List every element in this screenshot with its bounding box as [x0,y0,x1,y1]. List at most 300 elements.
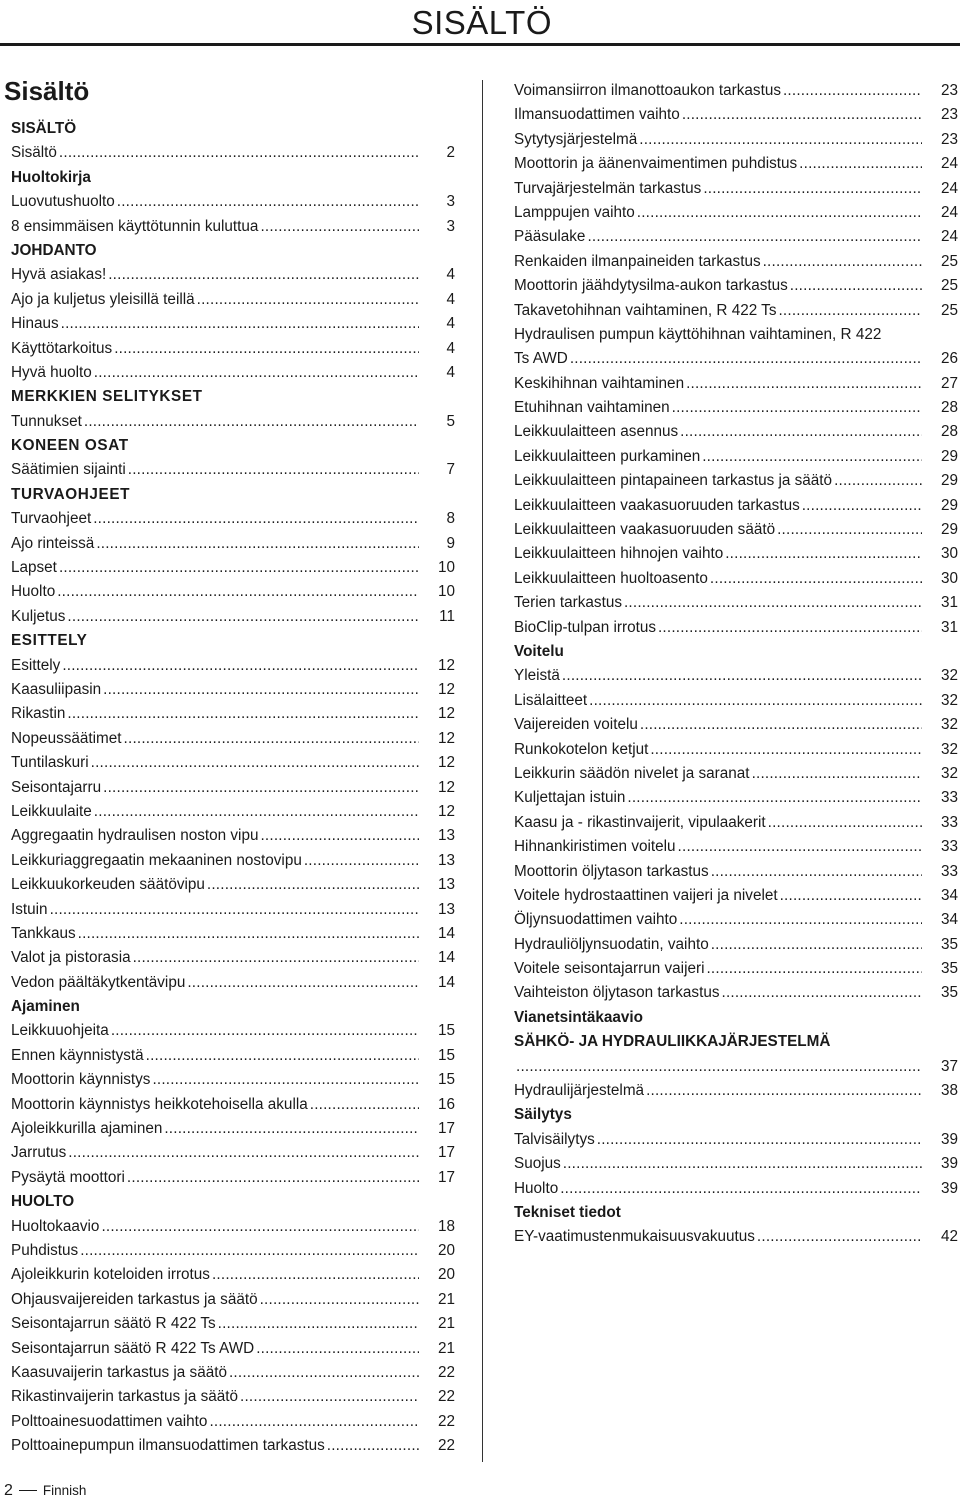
toc-page-number: 12 [437,729,455,747]
toc-entry-label: Leikkuuohjeita [11,1022,109,1040]
toc-page-number: 13 [437,876,455,894]
toc-entry[interactable] [514,445,958,469]
toc-section-heading [11,995,455,1019]
toc-dot-leader [637,128,922,152]
toc-entry-label: Terien tarkastus [514,594,622,612]
toc-page-number: 22 [437,1363,455,1381]
toc-heading-label: Huoltokirja [11,168,91,186]
toc-entry-label: Kuljetus [11,607,66,625]
toc-entry-label: Ilmansuodattimen vaihto [514,106,680,124]
toc-page-number: 12 [437,778,455,796]
toc-page-number: 8 [446,510,455,528]
toc-entry-label: Pysäytä moottori [11,1168,125,1186]
toc-entry-label: Istuin [11,900,48,918]
toc-entry[interactable] [11,824,455,848]
toc-entry[interactable] [514,225,958,249]
toc-entry[interactable] [514,908,958,932]
toc-entry-label: Moottorin öljytason tarkastus [514,862,709,880]
toc-page-number: 21 [437,1339,455,1357]
toc-entry[interactable] [514,201,958,225]
toc-entry[interactable] [514,323,958,347]
toc-page-number: 25 [940,252,958,270]
toc-dot-leader [622,591,922,615]
toc-heading-label: TURVAOHJEET [11,485,131,503]
toc-page-number: 23 [940,106,958,124]
toc-heading-label: Säilytys [514,1106,572,1124]
toc-entry-label: Moottorin käynnistys [11,1071,151,1089]
toc-entry[interactable] [514,274,958,298]
toc-dot-leader [210,1263,419,1287]
toc-entry-label: Tunnukset [11,412,82,430]
toc-entry-label: Vedon päältäkytkentävipu [11,973,186,991]
toc-entry-label: Ts AWD [514,350,568,368]
toc-page-number: 27 [940,374,958,392]
toc-page-number: 10 [437,559,455,577]
toc-page-number: 32 [940,716,958,734]
toc-entry[interactable] [514,79,958,103]
toc-entry[interactable] [11,263,455,287]
toc-entry-label: Hihnankiristimen voitelu [514,838,676,856]
toc-dot-leader [122,727,419,751]
toc-page-number: 24 [940,155,958,173]
toc-entry[interactable] [11,141,455,165]
toc-dot-leader [91,507,419,531]
toc-entry-label: Kuljettajan istuin [514,789,626,807]
toc-entry-label: Jarrutus [11,1144,67,1162]
toc-page-number: 11 [439,607,455,625]
toc-page-number: 34 [940,911,958,929]
toc-page-number: 33 [940,838,958,856]
toc-entry[interactable] [11,190,455,214]
toc-dot-leader [125,1166,419,1190]
toc-page-number: 7 [446,461,455,479]
toc-heading-label: Vianetsintäkaavio [514,1008,643,1026]
toc-dot-leader [302,849,419,873]
toc-entry-label: Puhdistus [11,1241,79,1259]
toc-dot-leader [258,1288,419,1312]
toc-entry[interactable] [11,971,455,995]
toc-entry-label: Voitele hydrostaattinen vaijeri ja nivelet [514,886,778,904]
toc-entry[interactable] [11,1166,455,1190]
toc-entry-label: Renkaiden ilmanpaineiden tarkastus [514,252,761,270]
toc-entry-label: Ajoleikkurilla ajaminen [11,1120,163,1138]
toc-entry-label: Öljynsuodattimen vaihto [514,911,678,929]
toc-dot-leader [126,458,419,482]
toc-entry[interactable] [11,605,455,629]
toc-page-number: 35 [940,935,958,953]
toc-dot-leader [89,751,419,775]
toc-page-number: 16 [437,1095,455,1113]
toc-dot-leader [106,263,419,287]
toc-page-number: 34 [940,886,958,904]
toc-entry[interactable] [514,1225,958,1249]
toc-page-number: 29 [940,521,958,539]
toc-dot-leader [101,776,419,800]
toc-page-number: 4 [446,339,455,357]
toc-entry-label: Hydrauliöljynsuodatin, vaihto [514,935,709,953]
toc-entry-label: Ajo rinteissä [11,534,95,552]
toc-entry[interactable] [11,776,455,800]
toc-dot-leader [205,873,419,897]
toc-entry[interactable] [514,860,958,884]
toc-entry[interactable] [514,494,958,518]
toc-heading-label: MERKKIEN SELITYKSET [11,388,203,406]
toc-entry[interactable] [11,215,455,239]
toc-page-number: 14 [437,973,455,991]
toc-entry[interactable] [11,532,455,556]
toc-page-number: 33 [940,862,958,880]
toc-entry[interactable] [11,1361,455,1385]
toc-dot-leader [761,250,922,274]
toc-page-number: 17 [437,1120,455,1138]
toc-page-number: 32 [940,691,958,709]
toc-page-number: 33 [940,789,958,807]
toc-dot-leader [677,908,922,932]
toc-entry[interactable] [11,946,455,970]
toc-dot-leader [55,580,419,604]
toc-entry[interactable] [514,347,958,371]
toc-dot-leader [162,1117,419,1141]
toc-entry[interactable] [514,128,958,152]
toc-entry[interactable] [514,250,958,274]
toc-entry-label: Huoltokaavio [11,1217,100,1235]
toc-dot-leader [112,337,419,361]
toc-entry[interactable] [514,616,958,640]
toc-entry[interactable] [11,654,455,678]
toc-entry-label: Moottorin käynnistys heikkotehoisella akulla [11,1095,308,1113]
toc-entry[interactable] [11,1068,455,1092]
toc-entry[interactable] [514,420,958,444]
toc-page-number: 9 [446,534,455,552]
toc-entry[interactable] [514,591,958,615]
toc-entry[interactable] [514,469,958,493]
toc-page-number: 32 [940,740,958,758]
toc-page-number: 31 [940,594,958,612]
column-divider [482,80,483,1462]
toc-entry[interactable] [514,957,958,981]
toc-heading-label: Voitelu [514,642,564,660]
toc-page-number: 29 [940,472,958,490]
toc-page-number: 23 [940,82,958,99]
toc-entry[interactable] [514,811,958,835]
toc-entry-label: Talvisäilytys [514,1130,595,1148]
toc-entry[interactable] [11,1239,455,1263]
toc-entry[interactable] [514,299,958,323]
toc-entry[interactable] [514,567,958,591]
footer-dash [19,1490,37,1491]
toc-dot-leader [635,201,922,225]
toc-section-heading [514,1201,958,1225]
toc-dot-leader [750,762,922,786]
toc-entry-label: Nopeussäätimet [11,729,122,747]
toc-section-heading [11,434,455,458]
toc-page-number: 20 [437,1241,455,1259]
toc-entry-label: Rikastinvaijerin tarkastus ja säätö [11,1388,239,1406]
toc-entry-label: Turvaohjeet [11,510,92,528]
toc-entry-label: Säätimien sijainti [11,461,126,479]
toc-dot-leader [514,1055,922,1079]
toc-entry-label: Huolto [514,1179,559,1197]
toc-entry[interactable] [514,1079,958,1103]
toc-page-number: 35 [940,960,958,978]
toc-page-number: 35 [940,984,958,1002]
toc-page-number: 22 [437,1412,455,1430]
toc-dot-leader [92,361,419,385]
toc-entry[interactable] [514,396,958,420]
page-footer [4,1481,86,1501]
toc-dot-leader [254,1337,419,1361]
toc-dot-leader [670,396,922,420]
toc-entry[interactable] [11,1215,455,1239]
toc-entry[interactable] [11,1410,455,1434]
toc-right-column [514,79,958,1250]
toc-page-number: 5 [446,412,455,430]
toc-page-number: 15 [437,1022,455,1040]
toc-entry-label: Sytytysjärjestelmä [514,130,638,148]
toc-entry[interactable] [11,312,455,336]
toc-entry[interactable] [514,1152,958,1176]
toc-entry-label: Ajo ja kuljetus yleisillä teillä [11,290,195,308]
toc-dot-leader [76,922,419,946]
toc-dot-leader [59,312,419,336]
toc-dot-leader [709,933,922,957]
toc-entry[interactable] [514,738,958,762]
toc-dot-leader [625,786,922,810]
toc-heading-label: KONEEN OSAT [11,437,129,455]
toc-entry[interactable] [514,1177,958,1201]
toc-entry[interactable] [11,751,455,775]
toc-dot-leader [207,1410,419,1434]
toc-entry[interactable] [514,518,958,542]
toc-dot-leader [78,1239,419,1263]
toc-entry[interactable] [11,922,455,946]
toc-dot-leader [797,152,922,176]
toc-entry[interactable] [514,1128,958,1152]
toc-entry[interactable] [11,1093,455,1117]
toc-entry[interactable] [11,873,455,897]
toc-entry-label: Sisältö [11,144,57,162]
toc-dot-leader [561,1152,922,1176]
toc-entry-label: Leikkuulaitteen huoltoasento [514,569,708,587]
toc-page-number: 32 [940,667,958,685]
toc-entry-label: Polttoainepumpun ilmansuodattimen tarkastus [11,1437,325,1455]
toc-dot-leader [144,1044,419,1068]
toc-entry[interactable] [11,410,455,434]
toc-page-number: 12 [437,802,455,820]
toc-entry[interactable] [514,689,958,713]
toc-entry-label: Valot ja pistorasia [11,949,131,967]
toc-entry-label: Luovutushuolto [11,193,115,211]
toc-page-number: 18 [437,1217,455,1235]
toc-dot-leader [94,532,419,556]
page-heading: Sisältö [4,76,90,106]
toc-entry[interactable] [514,835,958,859]
toc-entry[interactable] [11,458,455,482]
toc-entry-label: Leikkurin säädön nivelet ja saranat [514,764,750,782]
toc-entry-label: Hydraulijärjestelmä [514,1082,645,1100]
toc-entry[interactable] [11,556,455,580]
toc-dot-leader [238,1385,419,1409]
toc-entry-label: Leikkuulaitteen asennus [514,423,679,441]
toc-entry-label: Hydraulisen pumpun käyttöhihnan vaihtaminen, R 422 [514,325,882,343]
toc-page-number: 12 [437,705,455,723]
toc-page-number: 12 [437,680,455,698]
toc-entry[interactable] [11,727,455,751]
toc-entry-label: Leikkuulaitteen hihnojen vaihto [514,545,724,563]
toc-section-heading [11,117,455,141]
toc-entry[interactable] [11,1337,455,1361]
toc-dot-leader [656,616,922,640]
toc-entry-label: Ohjausvaijereiden tarkastus ja säätö [11,1290,258,1308]
toc-page-number: 15 [437,1071,455,1089]
toc-entry[interactable] [11,288,455,312]
toc-section-heading [514,640,958,664]
toc-dot-leader [325,1434,419,1458]
toc-entry[interactable] [514,664,958,688]
toc-dot-leader [48,898,419,922]
toc-dot-leader [704,957,922,981]
toc-entry[interactable] [514,713,958,737]
toc-section-heading [11,1190,455,1214]
toc-entry-label: Rikastin [11,705,66,723]
toc-page-number: 22 [437,1388,455,1406]
toc-entry[interactable] [11,1434,455,1458]
toc-entry-label: Keskihihnan vaihtaminen [514,374,685,392]
toc-heading-label: SISÄLTÖ [11,120,77,137]
toc-page-number: 42 [940,1228,958,1246]
toc-dot-leader [115,190,419,214]
toc-left-column [11,117,455,1458]
toc-page-number: 21 [437,1290,455,1308]
toc-entry-label: Kaasuvaijerin tarkastus ja säätö [11,1363,227,1381]
toc-heading-label: JOHDANTO [11,241,97,259]
toc-page-number: 25 [940,301,958,319]
toc-page-number: 32 [940,764,958,782]
toc-page-number: 31 [940,618,958,636]
toc-page-number: 12 [437,754,455,772]
toc-entry-label: Leikkuulaitteen purkaminen [514,447,701,465]
toc-entry[interactable] [11,678,455,702]
toc-dot-leader [700,445,922,469]
toc-entry[interactable] [11,1263,455,1287]
toc-entry[interactable] [514,786,958,810]
toc-entry[interactable] [514,372,958,396]
toc-entry[interactable] [514,103,958,127]
toc-entry[interactable] [514,981,958,1005]
toc-entry-label: Leikkuulaitteen pintapaineen tarkastus ja säätö [514,472,833,490]
toc-entry-label: Leikkuulaite [11,802,92,820]
toc-entry[interactable] [514,1055,958,1079]
toc-entry[interactable] [11,1288,455,1312]
toc-entry[interactable] [11,361,455,385]
toc-entry[interactable] [514,762,958,786]
toc-page-number: 38 [940,1082,958,1100]
toc-page-number: 12 [437,656,455,674]
toc-dot-leader [109,1019,419,1043]
toc-dot-leader [676,835,922,859]
toc-entry-label: Hyvä asiakas! [11,266,107,284]
toc-entry[interactable] [11,507,455,531]
toc-dot-leader [709,860,922,884]
toc-entry[interactable] [11,1019,455,1043]
toc-entry[interactable] [514,152,958,176]
toc-entry[interactable] [514,177,958,201]
toc-entry[interactable] [11,580,455,604]
toc-entry[interactable] [11,849,455,873]
toc-dot-leader [60,654,419,678]
toc-page-number: 14 [437,949,455,967]
toc-dot-leader [708,567,922,591]
toc-entry[interactable] [514,542,958,566]
toc-entry[interactable] [11,1141,455,1165]
toc-page-number: 30 [940,545,958,563]
toc-entry[interactable] [11,800,455,824]
toc-entry[interactable] [11,337,455,361]
toc-entry-label: Etuhihnan vaihtaminen [514,399,670,417]
toc-page-number: 29 [940,447,958,465]
toc-entry[interactable] [11,702,455,726]
toc-dot-leader [701,177,922,201]
toc-dot-leader [227,1361,419,1385]
toc-entry-label: Seisontajarrun säätö R 422 Ts [11,1315,216,1333]
toc-dot-leader [720,981,923,1005]
toc-page-number: 13 [437,827,455,845]
toc-dot-leader [258,824,419,848]
toc-page-number: 37 [940,1057,958,1075]
toc-page-number: 3 [446,193,455,211]
toc-entry-label: Hyvä huolto [11,363,92,381]
toc-dot-leader [781,79,922,103]
toc-entry-label: Esittely [11,656,61,674]
toc-entry[interactable] [11,898,455,922]
toc-dot-leader [66,1141,419,1165]
toc-entry-label: Lamppujen vaihto [514,203,635,221]
toc-entry[interactable] [514,933,958,957]
footer-language: Finnish [42,1483,87,1498]
toc-dot-leader [587,689,922,713]
toc-entry-label: Leikkuulaitteen vaakasuoruuden säätö [514,521,776,539]
toc-page-number: 13 [437,900,455,918]
toc-entry-label: Voitele seisontajarrun vaijeri [514,960,705,978]
toc-entry[interactable] [11,1312,455,1336]
toc-entry-label: Moottorin ja äänenvaimentimen puhdistus [514,155,798,173]
toc-dot-leader [57,141,419,165]
toc-dot-leader [766,811,922,835]
toc-entry-label: Tuntilaskuri [11,754,89,772]
toc-entry-label: Seisontajarru [11,778,102,796]
toc-entry[interactable] [11,1044,455,1068]
toc-page-number: 22 [437,1437,455,1455]
toc-entry[interactable] [514,884,958,908]
toc-dot-leader [644,1079,922,1103]
toc-dot-leader [723,542,922,566]
toc-page-number: 4 [446,363,455,381]
toc-entry[interactable] [11,1385,455,1409]
toc-section-heading [514,1006,958,1030]
toc-dot-leader [595,1128,922,1152]
toc-page-number: 24 [940,179,958,197]
toc-page-number: 29 [940,496,958,514]
toc-section-heading [11,166,455,190]
toc-page-number: 10 [437,583,455,601]
toc-page-number: 28 [940,423,958,441]
toc-entry-label: Leikkuulaitteen vaakasuoruuden tarkastus [514,496,800,514]
toc-entry[interactable] [11,1117,455,1141]
toc-section-heading [11,385,455,409]
toc-page-number: 23 [940,130,958,148]
toc-dot-leader [57,556,419,580]
toc-dot-leader [195,288,419,312]
